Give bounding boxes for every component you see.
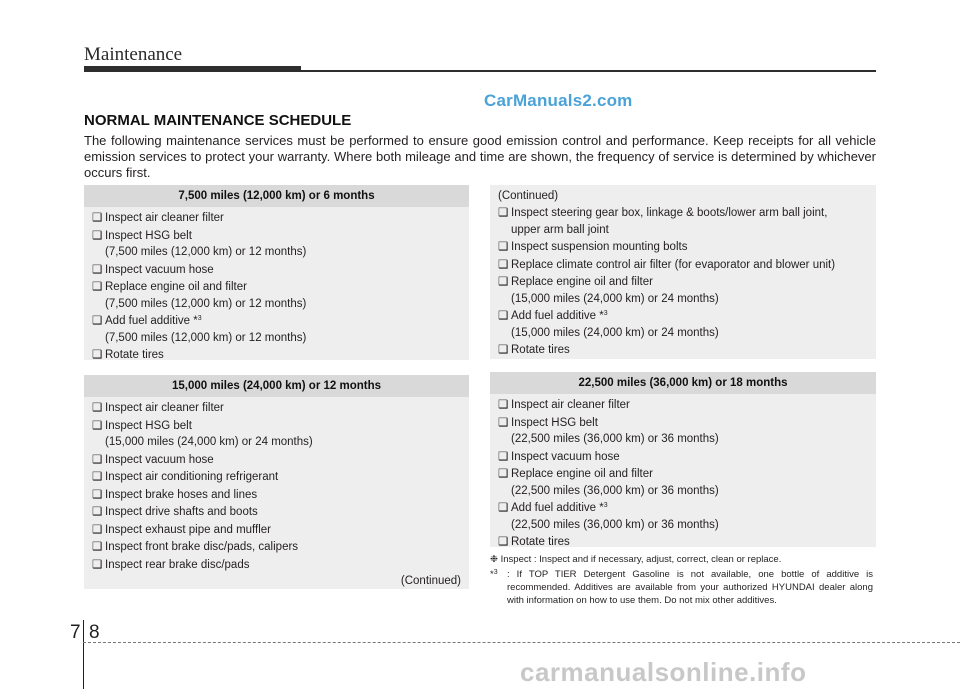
item-text: Inspect drive shafts and boots (105, 506, 258, 518)
schedule-heading: NORMAL MAINTENANCE SCHEDULE (84, 112, 352, 129)
checklist-item (92, 400, 461, 417)
checklist-item (92, 504, 461, 521)
checkbox-icon: ❑ (498, 468, 509, 480)
item-text: Inspect air cleaner filter (105, 212, 224, 224)
item-text: Inspect rear brake disc/pads (105, 558, 250, 571)
checkbox-icon: ❑ (498, 536, 509, 548)
checklist-item (498, 397, 868, 414)
checkbox-icon: ❑ (92, 453, 103, 466)
checklist-item (92, 418, 461, 451)
footnote-inspect (490, 553, 781, 566)
checklist-item (498, 239, 868, 256)
checklist-item (498, 274, 868, 307)
footer-dashed-rule (83, 642, 960, 643)
item-text: Inspect air cleaner filter (105, 402, 224, 414)
section-title: Maintenance (84, 44, 183, 65)
item-detail: (15,000 miles (24,000 km) or 24 months) (105, 436, 313, 448)
interval-items (92, 400, 461, 573)
checklist-item (498, 449, 868, 466)
footnote-text: Inspect : Inspect and if necessary, adjust, correct, clean or replace. (500, 554, 782, 565)
checkbox-icon: ❑ (498, 207, 509, 219)
item-detail: (22,500 miles (36,000 km) or 36 months) (511, 484, 719, 497)
checkbox-icon: ❑ (92, 471, 103, 483)
checklist-item (498, 500, 868, 533)
checkbox-icon: ❑ (498, 258, 509, 271)
checkbox-icon: ❑ (498, 241, 509, 253)
checkbox-icon: ❑ (498, 399, 509, 411)
item-text: Inspect HSG belt (105, 229, 192, 242)
item-text: Inspect front brake disc/pads, calipers (105, 541, 299, 553)
item-detail: (7,500 miles (12,000 km) or 12 months) (105, 297, 307, 310)
interval-title: 15,000 miles (24,000 km) or 12 months (84, 375, 469, 397)
carmanuals-watermark: CarManuals2.com (484, 91, 633, 110)
item-text: Inspect air cleaner filter (511, 399, 630, 411)
checkbox-icon: ❑ (92, 506, 103, 518)
checkbox-icon: ❑ (92, 315, 103, 327)
checkbox-icon: ❑ (498, 502, 509, 514)
item-text: Inspect steering gear box, linkage & boots/lower arm ball joint, (511, 207, 828, 219)
checkbox-icon: ❑ (498, 416, 509, 429)
continued-label: (Continued) (498, 190, 559, 202)
footnote-ref: 3 (197, 315, 202, 322)
checkbox-icon: ❑ (92, 488, 103, 501)
item-text: Inspect suspension mounting bolts (511, 241, 688, 253)
page-number-divider (83, 620, 84, 689)
chapter-number: 7 (70, 622, 81, 643)
checklist-item (498, 466, 868, 499)
item-detail: (7,500 miles (12,000 km) or 12 months) (105, 331, 307, 344)
checklist-item (92, 452, 461, 469)
item-detail: (15,000 miles (24,000 km) or 24 months) (511, 326, 719, 339)
item-text: Inspect vacuum hose (511, 450, 620, 463)
footnote-text: : If TOP TIER Detergent Gasoline is not available, one bottle of additive is recommended. Additives are available from your authorized HYUNDAI dealer along with information on how to use them. Do not mix other additives. (507, 569, 873, 606)
item-text: Replace engine oil and filter (511, 468, 653, 480)
item-text: Replace climate control air filter (for evaporator and blower unit) (511, 258, 836, 271)
checklist-item (498, 534, 868, 551)
interval-items (490, 394, 876, 551)
checkbox-icon: ❑ (92, 558, 103, 571)
checklist-item (92, 557, 461, 574)
checkbox-icon: ❑ (92, 281, 103, 293)
footnote-ref: 3 (603, 502, 608, 509)
interval-items (498, 205, 868, 359)
checklist-item (92, 228, 461, 261)
item-text: Inspect HSG belt (105, 419, 192, 432)
checkbox-icon: ❑ (92, 419, 103, 432)
item-text: Add fuel additive * (511, 502, 604, 514)
item-text: Inspect vacuum hose (105, 453, 214, 466)
checklist-item (92, 210, 461, 227)
checklist-item (92, 469, 461, 486)
footer-watermark: carmanualsonline.info (520, 657, 807, 687)
item-text: Inspect exhaust pipe and muffler (105, 523, 272, 536)
checkbox-icon: ❑ (498, 276, 509, 288)
checklist-item (498, 257, 868, 274)
schedule-intro: The following maintenance services must be performed to ensure good emission control and performance. Keep receipts for all vehicle emission services to protect your warranty. Where both mileage and time are shown, the frequency of service is determined by whichever occurs first. (84, 133, 876, 180)
interval-box-15000 (84, 375, 469, 589)
checkbox-icon: ❑ (92, 349, 103, 361)
checklist-item (498, 308, 868, 341)
interval-box-7500 (84, 185, 469, 360)
header-rule-thick (84, 66, 301, 72)
interval-title: 22,500 miles (36,000 km) or 18 months (490, 372, 876, 394)
checkbox-icon: ❑ (498, 344, 509, 356)
item-text: Rotate tires (511, 344, 570, 356)
footnote-symbol: ❉ (490, 554, 498, 565)
checklist-item (92, 347, 461, 364)
item-text: Add fuel additive * (511, 310, 604, 322)
checklist-item (498, 205, 868, 238)
continued-note: (Continued) (400, 575, 461, 587)
item-text: Replace engine oil and filter (105, 281, 247, 293)
checklist-item (92, 262, 461, 279)
checklist-item (498, 342, 868, 359)
header-rule-thin (301, 70, 876, 72)
item-text: Add fuel additive * (105, 315, 198, 327)
footnote-additive (490, 568, 873, 607)
checkbox-icon: ❑ (92, 229, 103, 242)
footnote-sup: 3 (493, 569, 498, 576)
checkbox-icon: ❑ (92, 523, 103, 536)
checklist-item (92, 522, 461, 539)
checklist-item (92, 279, 461, 312)
item-detail: upper arm ball joint (511, 223, 609, 236)
interval-title: 7,500 miles (12,000 km) or 6 months (84, 185, 469, 207)
checkbox-icon: ❑ (92, 263, 103, 276)
item-text: Rotate tires (105, 349, 164, 361)
item-detail: (22,500 miles (36,000 km) or 36 months) (511, 433, 719, 445)
page-number: 8 (89, 622, 100, 643)
item-text: Inspect HSG belt (511, 416, 598, 429)
checkbox-icon: ❑ (92, 541, 103, 553)
checkbox-icon: ❑ (92, 212, 103, 224)
item-detail: (7,500 miles (12,000 km) or 12 months) (105, 246, 307, 258)
checklist-item (92, 487, 461, 504)
item-text: Inspect vacuum hose (105, 263, 214, 276)
checkbox-icon: ❑ (498, 450, 509, 463)
item-text: Rotate tires (511, 536, 570, 548)
item-detail: (22,500 miles (36,000 km) or 36 months) (511, 518, 719, 531)
checkbox-icon: ❑ (498, 310, 509, 322)
item-text: Replace engine oil and filter (511, 276, 653, 288)
item-text: Inspect brake hoses and lines (105, 488, 258, 501)
checklist-item (498, 415, 868, 448)
item-detail: (15,000 miles (24,000 km) or 24 months) (511, 292, 719, 305)
item-text: Inspect air conditioning refrigerant (105, 471, 279, 483)
interval-box-22500 (490, 372, 876, 547)
footnote-mark: * (490, 569, 494, 580)
footnote-ref: 3 (603, 310, 608, 317)
checklist-item (92, 539, 461, 556)
interval-box-continued (490, 185, 876, 359)
checkbox-icon: ❑ (92, 402, 103, 414)
interval-items (84, 207, 469, 364)
checklist-item (92, 313, 461, 346)
